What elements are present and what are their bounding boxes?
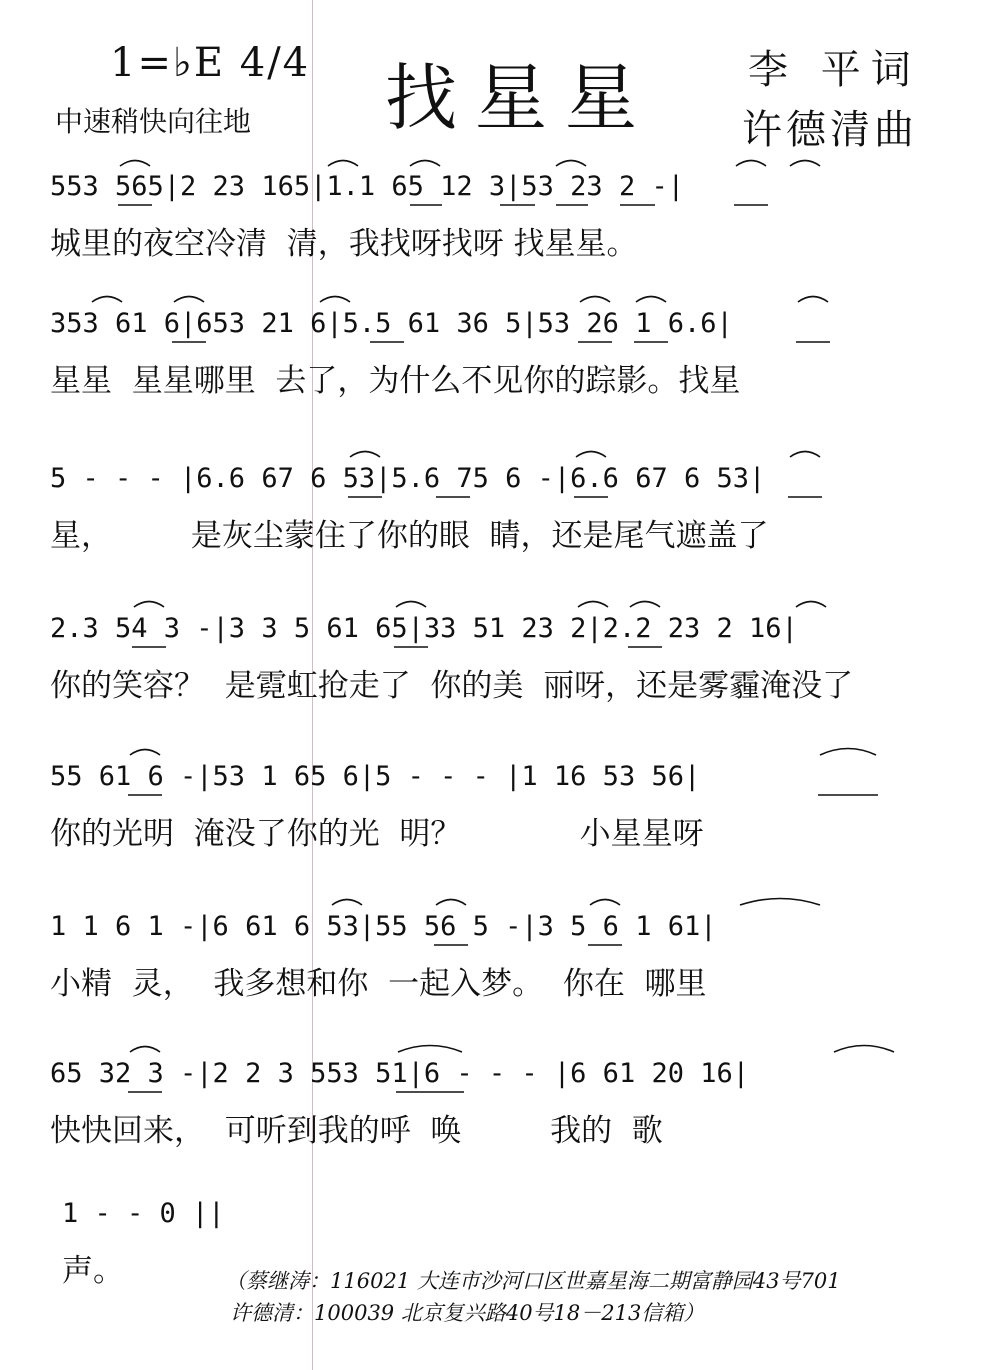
notation-line-1: 553 565|2 23 165|1.1 65 12 3|53 23 2 -| (50, 171, 684, 202)
contact-address-1: （蔡继涛：116021 大连市沙河口区世嘉星海二期富静园43号701 (225, 1269, 841, 1293)
lyrics-line-8: 声。 (62, 1253, 124, 1289)
lyrics-line-4: 你的笑容？ 是霓虹抢走了 你的美 丽呀，还是雾霾淹没了 (50, 668, 854, 704)
lyrics-line-2: 星星 星星哪里 去了，为什么不见你的踪影。找星 (50, 363, 741, 399)
notation-line-5: 55 61 6 -|53 1 65 6|5 - - - |1 16 53 56| (50, 761, 701, 792)
tempo-marking: 中速稍快向往地 (55, 105, 252, 138)
lyrics-line-7: 快快回来， 可听到我的呼 唤 我的 歌 (50, 1113, 663, 1149)
notation-line-7: 65 32 3 -|2 2 3 553 51|6 - - - |6 61 20 16| (50, 1058, 749, 1089)
notation-line-3: 5 - - - |6.6 67 6 53|5.6 75 6 -|6.6 67 6 53| (50, 463, 766, 494)
song-title: 找星星 (385, 56, 656, 140)
lyrics-line-3: 星， 是灰尘蒙住了你的眼 睛，还是尾气遮盖了 (50, 518, 769, 554)
lyrics-line-6: 小精 灵， 我多想和你 一起入梦。 你在 哪里 (50, 966, 707, 1002)
key-signature: 1=♭E 4/4 (110, 40, 311, 86)
lyrics-line-1: 城里的夜空冷清 清，我找呀找呀 找星星。 (50, 226, 638, 262)
notation-line-4: 2.3 54 3 -|3 3 5 61 65|33 51 23 2|2.2 23 2 16| (50, 613, 798, 644)
notation-line-8: 1 - - 0 || (62, 1198, 225, 1229)
composer-credit: 许德清曲 (742, 107, 918, 153)
contact-address-2: 许德清：100039 北京复兴路40号18－213信箱） (230, 1301, 705, 1325)
lyrics-line-5: 你的光明 淹没了你的光 明？ 小星星呀 (50, 816, 704, 852)
lyricist-credit: 李 平词 (748, 47, 921, 93)
notation-line-2: 353 61 6|653 21 6|5.5 61 36 5|53 26 1 6.6| (50, 308, 733, 339)
notation-line-6: 1 1 6 1 -|6 61 6 53|55 56 5 -|3 5 6 1 61| (50, 911, 717, 942)
